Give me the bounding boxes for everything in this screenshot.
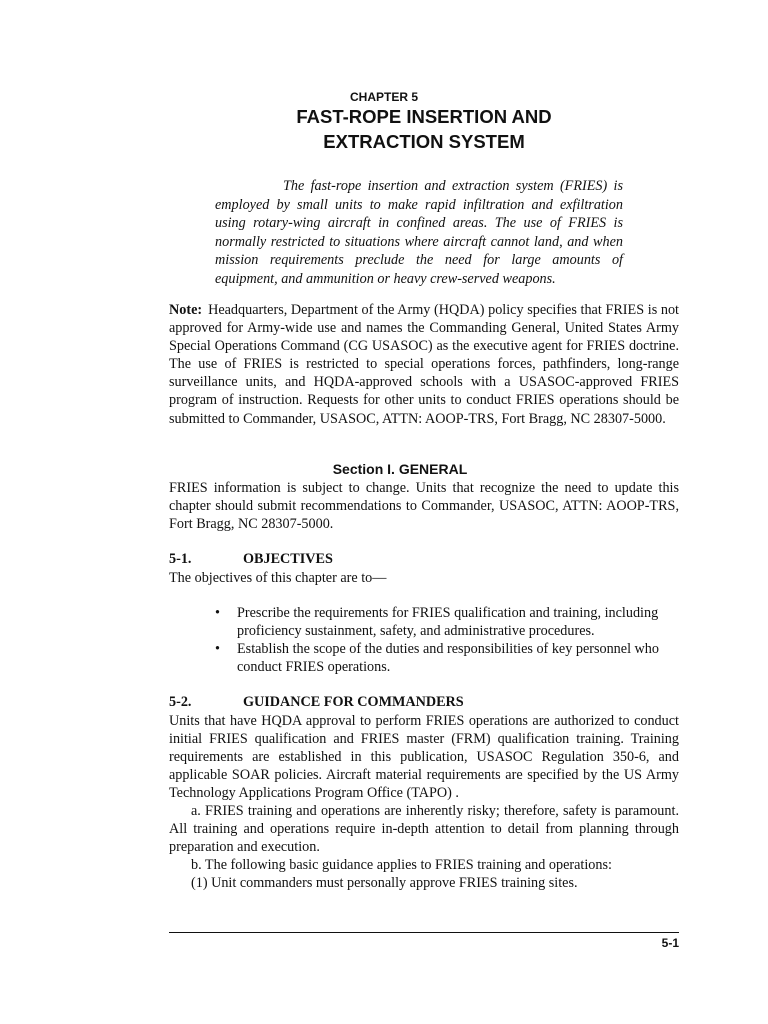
list-item: • Prescribe the requirements for FRIES qualification and training, including proficiency sustainment, safety, and administrative procedures.	[215, 604, 679, 640]
chapter-title-line-2: EXTRACTION SYSTEM	[323, 131, 525, 152]
chapter-label: CHAPTER 5	[349, 90, 418, 104]
guidance-title: GUIDANCE FOR COMMANDERS	[243, 694, 464, 710]
chapter-intro: The fast-rope insertion and extraction system (FRIES) is employed by small units to make rapid infiltration and exfiltration using rotary-wing aircraft in confined areas. The use of FRIES is normally restricted to situations where aircraft cannot land, and when mission requirements preclude the need for large amounts of equipment, and ammunition or heavy crew-served weapons.	[215, 178, 623, 287]
guidance-number: 5-2.	[169, 694, 192, 710]
guidance-item-b1: (1) Unit commanders must personally approve FRIES training sites.	[191, 875, 578, 891]
objectives-number: 5-1.	[169, 551, 192, 567]
objectives-title: OBJECTIVES	[243, 551, 333, 567]
list-item: • Establish the scope of the duties and responsibilities of key personnel who conduct FRIES operations.	[215, 640, 679, 676]
guidance-item-b: b. The following basic guidance applies to FRIES training and operations:	[191, 857, 612, 873]
note-paragraph	[169, 301, 679, 428]
objectives-heading	[169, 551, 333, 568]
chapter-title-line-1: FAST-ROPE INSERTION AND	[296, 106, 552, 127]
page-number: 5-1	[661, 936, 679, 950]
footer-divider	[169, 932, 679, 933]
objectives-intro: The objectives of this chapter are to—	[169, 570, 387, 586]
guidance-heading	[169, 694, 464, 711]
guidance-item-a: a. FRIES training and operations are inherently risky; therefore, safety is paramount. All training and operations require in-depth attention to detail from planning through preparation and execution.	[169, 803, 679, 856]
note-label: Note:	[169, 302, 203, 318]
chapter-title	[0, 104, 768, 154]
guidance-text: Units that have HQDA approval to perform FRIES operations are authorized to conduct initial FRIES qualification and FRIES master (FRM) qualification training. Training requirements are established in this publication, USASOC Regulation 350-6, and applicable SOAR policies. Aircraft material requirements are specified by the US Army Technology Applications Program Office (TAPO) .	[169, 713, 679, 802]
section-heading: Section I. GENERAL	[332, 461, 468, 477]
section-general-text: FRIES information is subject to change. Units that recognize the need to update this chapter should submit recommendations to Commander, USASOC, ATTN: AOOP-TRS, Fort Bragg, NC 28307-5000.	[169, 480, 679, 533]
objectives-list	[215, 604, 679, 676]
note-text: Headquarters, Department of the Army (HQDA) policy specifies that FRIES is not approved for Army-wide use and names the Commanding General, United States Army Special Operations Command (CG USASOC) as the executive agent for FRIES doctrine. The use of FRIES is restricted to special operations forces, pathfinders, long-range surveillance units, and HQDA-approved schools with a USASOC-approved FRIES program of instruction. Requests for other units to conduct FRIES operations should be submitted to Commander, USASOC, ATTN: AOOP-TRS, Fort Bragg, NC 28307-5000.	[169, 302, 679, 427]
